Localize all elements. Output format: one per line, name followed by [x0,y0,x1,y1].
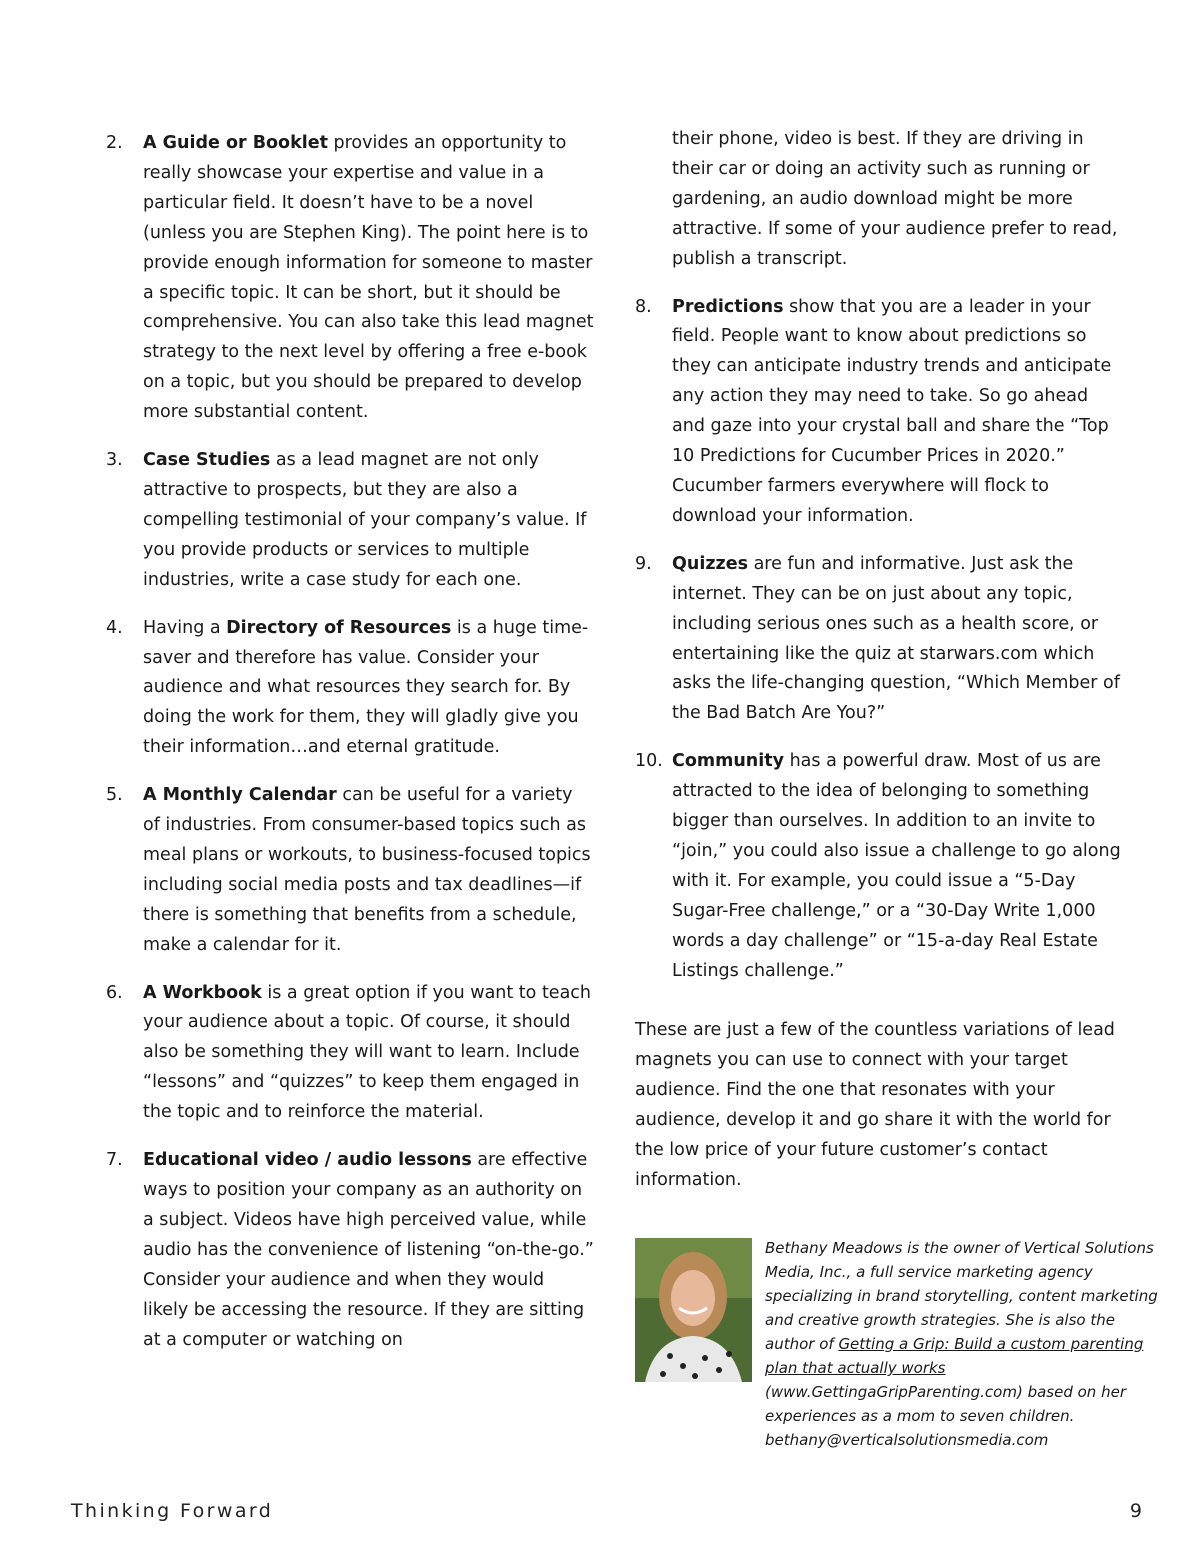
list-item [106,781,594,960]
item-number: 5. [106,785,123,806]
author-email[interactable]: bethany@verticalsolutionsmedia.com [765,1431,1049,1449]
author-portrait-icon [635,1238,752,1382]
list-item [635,550,1125,729]
item-text: as a lead magnet are not only attractive to prospects, but they are also a compelling testimonial of your company’s value. If you provide products or services to multiple industries, write a case study for each one. [143,450,587,590]
author-bio [765,1236,1165,1452]
footer-title: Thinking Forward [71,1500,274,1522]
item-heading: A Monthly Calendar [143,785,337,806]
item-text: has a powerful draw. Most of us are attracted to the idea of belonging to something bigger than ourselves. In addition to an invite to “join,” you could also issue a challenge to go along with it. For example, you could issue a “5-Day Sugar-Free challenge,” or a “30-Day Write 1,000 words a day challenge” or “15-a-day Real Estate Listings challenge.” [672,751,1121,981]
item-heading: A Workbook [143,982,262,1003]
item-prefix: Having a [143,617,227,638]
page-number: 9 [1129,1500,1142,1522]
item-number: 6. [106,982,123,1003]
item-text: is a huge time-saver and therefore has value. Consider your audience and what resources they search for. By doing the work for them, they will gladly give you their information…and eternal gratitude. [143,617,589,758]
item-number: 3. [106,450,123,471]
item-heading: Directory of Resources [226,617,452,638]
item-heading: Community [672,751,785,772]
list-item [635,747,1125,986]
bio-text: Bethany Meadows is the owner of Vertical Solutions Media, Inc., a full service marketing agency specializing in brand storytelling, content marketing and creative growth strategies. She is also the author of [765,1239,1158,1353]
list-item [106,614,594,764]
item-text: can be useful for a variety of industries. From consumer-based topics such as meal plans or workouts, to business-focused topics including social media posts and tax deadlines—if there is something that benefits from a schedule, make a calendar for it. [143,785,591,955]
item-number: 10. [635,751,663,772]
list-item [106,1146,594,1355]
author-photo [635,1238,752,1382]
closing-paragraph: These are just a few of the countless variations of lead magnets you can use to connect with your target audience. Find the one that resonates with your audience, develop it and go share it with the world for the low price of your future customer’s contact information. [635,1020,1115,1190]
item-heading: Predictions [672,296,784,317]
item-continuation: their phone, video is best. If they are driving in their car or doing an activity such as running or gardening, an audio download might be more attractive. If some of your audience prefer to read, publish a transcript. [672,129,1118,269]
left-column [106,129,594,1373]
item-number: 9. [635,553,652,574]
bio-text-end: (www.GettingaGripParenting.com) based on her experiences as a mom to seven children. [765,1383,1126,1425]
item-heading: A Guide or Booklet [143,133,328,153]
item-number: 2. [106,133,123,153]
list-item [635,293,1125,532]
right-column [635,125,1125,1213]
list-item [106,446,594,596]
item-text: provides an opportunity to really showcase your expertise and value in a particular field. It doesn’t have to be a novel (unless you are Stephen King). The point here is to provide enough information for someone to master a specific topic. It can be short, but it should be comprehensive. You can also take this lead magnet strategy to the next level by offering a free e-book on a topic, but you should be prepared to develop more substantial content. [143,133,594,423]
book-link[interactable]: Getting a Grip: Build a custom parenting plan that actually works [765,1335,1144,1377]
item-number: 7. [106,1150,123,1171]
item-text: are fun and informative. Just ask the internet. They can be on just about any topic, including serious ones such as a health score, or entertaining like the quiz at starwars.com which asks the life-changing question, “Which Member of the Bad Batch Are You?” [672,553,1120,724]
list-item [106,129,594,428]
item-number: 8. [635,296,652,317]
item-heading: Quizzes [672,553,748,574]
item-number: 4. [106,617,123,638]
item-text: show that you are a leader in your field. People want to know about predictions so they can anticipate industry trends and anticipate any action they may need to take. So go ahead and gaze into your crystal ball and share the “Top 10 Predictions for Cucumber Prices in 2020.” Cucumber farmers everywhere will flock to download your information. [672,296,1112,526]
item-heading: Educational video / audio lessons [143,1150,472,1171]
list-item [106,979,594,1129]
item-heading: Case Studies [143,450,271,471]
item-text: are effective ways to position your company as an authority on a subject. Videos have high perceived value, while audio has the convenience of listening “on-the-go.” Consider your audience and when they would likely be accessing the resource. If they are sitting at a computer or watching on [143,1150,594,1350]
item-text: is a great option if you want to teach your audience about a topic. Of course, it should also be something they will want to learn. Include “lessons” and “quizzes” to keep them engaged in the topic and to reinforce the material. [143,982,592,1123]
